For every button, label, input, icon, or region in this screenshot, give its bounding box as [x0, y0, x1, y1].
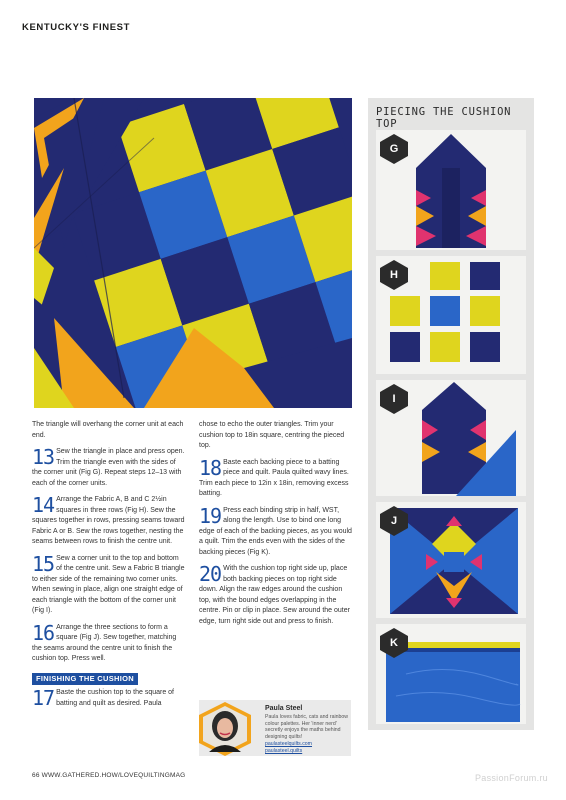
step-number: 19: [199, 503, 222, 528]
figure-j: [376, 502, 526, 618]
quilt-photo: [34, 98, 352, 408]
figure-badge: [380, 628, 408, 658]
figure-label: I: [392, 393, 396, 405]
step-text: Arrange the three sections to form a square (Fig J). Sew together, matching the seams around the centre unit to finish the cushion top. Press well.: [32, 623, 177, 662]
instructions-column-1: [32, 420, 186, 715]
step-20: [199, 564, 353, 627]
figure-badge: [380, 260, 408, 290]
step-14: [32, 495, 186, 548]
step-number: 20: [199, 562, 222, 586]
step-number: 18: [199, 455, 222, 480]
figure-badge: [380, 134, 408, 164]
author-bio: [199, 700, 351, 756]
step-text: Sew the triangle in place and press open. Trim the triangle even with the sides of the corner unit (Fig G). Repeat steps 12–13 with each of the corner units.: [32, 448, 185, 487]
figure-badge: [380, 384, 408, 414]
step-number: 14: [32, 493, 55, 517]
piecing-sidebar: [368, 98, 534, 730]
finishing-subheading: FINISHING THE CUSHION: [32, 673, 138, 686]
continued-paragraph: chose to echo the outer triangles. Trim your cushion top to 18in square, centring the pieced top.: [199, 421, 345, 449]
author-avatar: [197, 702, 253, 756]
step-text: Baste each backing piece to a batting piece and quilt. Paula quilted wavy lines. Trim each piece to 12in x 18in, removing excess batting.: [199, 458, 349, 497]
figure-h: [376, 256, 526, 374]
author-instagram-link[interactable]: paulasteel.quilts: [265, 748, 303, 755]
page-footer: 66 WWW.GATHERED.HOW/LOVEQUILTINGMAG: [32, 772, 186, 779]
step-19: [199, 503, 353, 559]
author-description: Paula loves fabric, cats and rainbow colour palettes. Her 'inner nerd' secretly enjoys the maths behind designing quilts!: [265, 714, 349, 740]
intro-paragraph: The triangle will overhang the corner unit at each end.: [32, 421, 184, 439]
step-number: 16: [32, 620, 55, 645]
section-title: KENTUCKY'S FINEST: [22, 22, 130, 33]
step-number: 17: [32, 686, 55, 710]
step-text: Press each binding strip in half, WST, along the length. Use to bind one long edge of each of the backing pieces, as you would a quilt. Trim the ends even with the sides of the backing pieces (Fig K).: [199, 506, 352, 556]
author-website-link[interactable]: paulasteelquilts.com: [265, 741, 313, 748]
step-number: 15: [32, 551, 55, 576]
step-18: [199, 455, 353, 500]
figure-k: [376, 624, 526, 724]
figure-label: J: [390, 515, 398, 527]
figure-label: G: [389, 143, 399, 155]
step-text: With the cushion top right side up, place both backing pieces on top right side down. Align the raw edges around the cushion top, with the bound edges overlapping in the centre. Pin or clip in place. Sew around the outer edge, turn right side out and press to finish.: [199, 565, 350, 625]
figure-label: H: [390, 269, 398, 281]
figure-i: [376, 380, 526, 496]
step-17: [32, 688, 186, 709]
step-text: Sew a corner unit to the top and bottom of the centre unit. Sew a Fabric B triangle to either side of the remaining two corner units. When sewing in place, align one straight edge of each triangle with the bottom of the corner unit (Fig I).: [32, 554, 185, 614]
figure-badge: [380, 506, 408, 536]
step-13: [32, 447, 186, 489]
figure-g: [376, 130, 526, 250]
step-text: Arrange the Fabric A, B and C 2½in squares in three rows (Fig H). Sew the squares together in rows, pressing seams toward Fabric A or B. Sew the rows together, nesting the seams between rows to finish the centre unit.: [32, 496, 185, 545]
author-name: Paula Steel: [265, 705, 303, 712]
figure-label: K: [390, 637, 398, 649]
step-number: 13: [32, 445, 55, 469]
step-text: Baste the cushion top to the square of batting and quilt as desired. Paula: [56, 689, 175, 707]
author-bio-text: [265, 706, 349, 755]
watermark: PassionForum.ru: [474, 773, 548, 783]
sidebar-title: PIECING THE CUSHION TOP: [376, 106, 512, 130]
instructions-column-2: [199, 420, 353, 633]
step-15: [32, 551, 186, 617]
step-16: [32, 620, 186, 665]
